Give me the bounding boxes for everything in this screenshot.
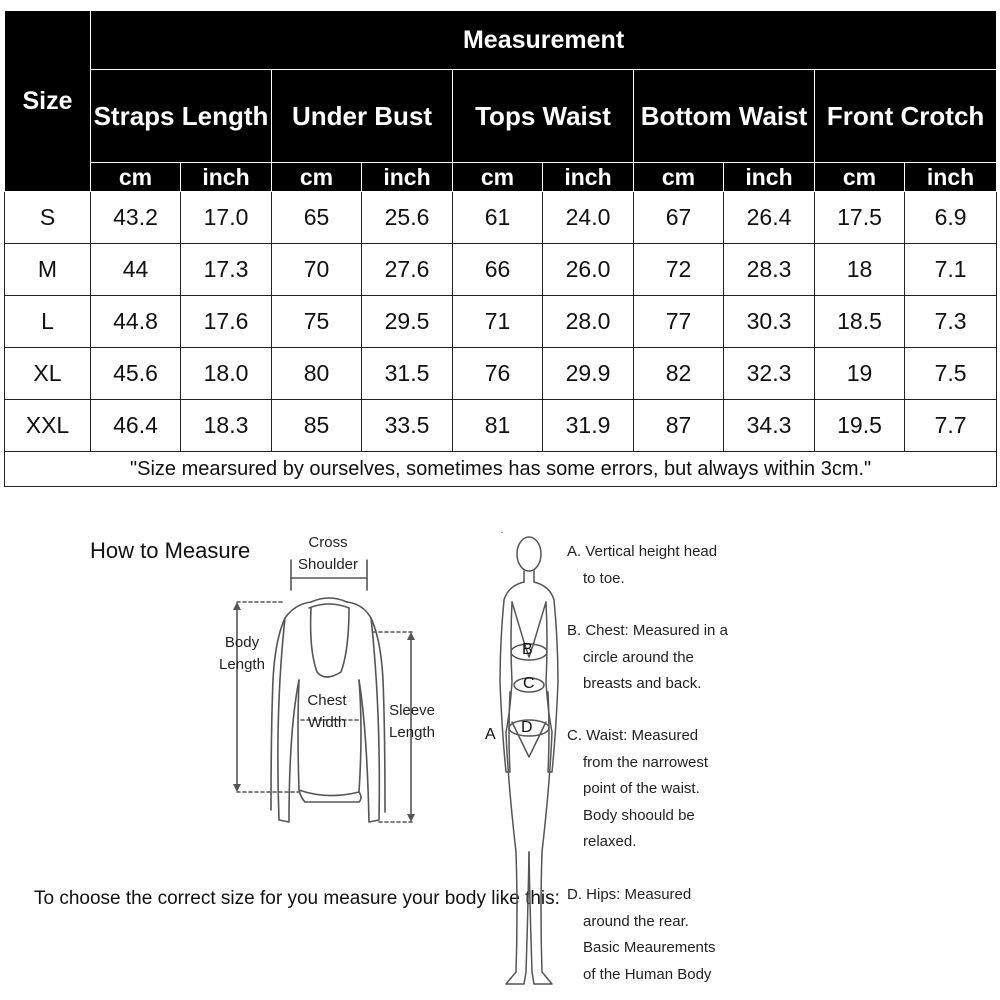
value-cell: 6.9	[905, 192, 997, 244]
unit-header: inch	[543, 163, 634, 192]
description-d: D. Hips: Measured around the rear. Basic Meaurements of the Human Body	[567, 886, 716, 983]
description-a: A. Vertical height head to toe.	[567, 543, 718, 587]
value-cell: 45.6	[91, 348, 181, 400]
size-chart-table	[4, 10, 997, 487]
value-cell: 31.9	[543, 400, 634, 452]
value-cell: 18	[815, 244, 905, 296]
value-cell: 34.3	[724, 400, 815, 452]
value-cell: 17.3	[181, 244, 272, 296]
value-cell: 44.8	[91, 296, 181, 348]
unit-header: cm	[634, 163, 724, 192]
value-cell: 17.0	[181, 192, 272, 244]
value-cell: 17.6	[181, 296, 272, 348]
size-cell: XL	[5, 348, 91, 400]
value-cell: 72	[634, 244, 724, 296]
table-row	[5, 192, 997, 244]
value-cell: 80	[272, 348, 362, 400]
category-header: Under Bust	[272, 70, 453, 163]
value-cell: 29.5	[362, 296, 453, 348]
cross-shoulder-label: Cross Shoulder	[297, 534, 359, 573]
category-header: Front Crotch	[815, 70, 997, 163]
category-header: Bottom Waist	[634, 70, 815, 163]
body-letter-c: C	[523, 675, 535, 692]
body-length-label: Body Length	[219, 634, 265, 673]
value-cell: 85	[272, 400, 362, 452]
value-cell: 25.6	[362, 192, 453, 244]
description-b: B. Chest: Measured in a circle around the breasts and back.	[567, 622, 728, 692]
category-header: Tops Waist	[453, 70, 634, 163]
size-cell: M	[5, 244, 91, 296]
value-cell: 32.3	[724, 348, 815, 400]
value-cell: 29.9	[543, 348, 634, 400]
table-row	[5, 348, 997, 400]
value-cell: 65	[272, 192, 362, 244]
table-row	[5, 244, 997, 296]
value-cell: 43.2	[91, 192, 181, 244]
value-cell: 44	[91, 244, 181, 296]
body-figure-diagram	[494, 532, 564, 992]
value-cell: 66	[453, 244, 543, 296]
value-cell: 7.1	[905, 244, 997, 296]
value-cell: 46.4	[91, 400, 181, 452]
table-row	[5, 400, 997, 452]
table-row	[5, 296, 997, 348]
value-cell: 7.3	[905, 296, 997, 348]
value-cell: 70	[272, 244, 362, 296]
value-cell: 71	[453, 296, 543, 348]
value-cell: 30.3	[724, 296, 815, 348]
value-cell: 7.5	[905, 348, 997, 400]
measurement-header: Measurement	[91, 11, 997, 70]
unit-header: inch	[362, 163, 453, 192]
value-cell: 18.3	[181, 400, 272, 452]
unit-header: inch	[905, 163, 997, 192]
category-header: Straps Length	[91, 70, 272, 163]
unit-header: cm	[453, 163, 543, 192]
value-cell: 27.6	[362, 244, 453, 296]
value-cell: 18.5	[815, 296, 905, 348]
value-cell: 67	[634, 192, 724, 244]
value-cell: 61	[453, 192, 543, 244]
unit-header: cm	[815, 163, 905, 192]
value-cell: 33.5	[362, 400, 453, 452]
value-cell: 7.7	[905, 400, 997, 452]
value-cell: 28.0	[543, 296, 634, 348]
chest-width-label: Chest Width	[307, 692, 347, 731]
size-cell: XXL	[5, 400, 91, 452]
value-cell: 26.4	[724, 192, 815, 244]
body-letter-d: D	[521, 719, 533, 736]
unit-header: inch	[724, 163, 815, 192]
value-cell: 19.5	[815, 400, 905, 452]
value-cell: 75	[272, 296, 362, 348]
value-cell: 28.3	[724, 244, 815, 296]
body-letter-b: B	[522, 641, 533, 658]
value-cell: 17.5	[815, 192, 905, 244]
unit-header: cm	[272, 163, 362, 192]
sleeve-length-label: Sleeve Length	[389, 702, 435, 741]
choose-size-instruction: To choose the correct size for you measure your body like this:	[34, 888, 560, 909]
value-cell: 87	[634, 400, 724, 452]
description-c: C. Waist: Measured from the narrowest point of the waist. Body shoould be relaxed.	[567, 727, 709, 850]
value-cell: 19	[815, 348, 905, 400]
unit-header: inch	[181, 163, 272, 192]
value-cell: 24.0	[543, 192, 634, 244]
value-cell: 77	[634, 296, 724, 348]
value-cell: 76	[453, 348, 543, 400]
size-cell: L	[5, 296, 91, 348]
value-cell: 31.5	[362, 348, 453, 400]
unit-header: cm	[91, 163, 181, 192]
value-cell: 18.0	[181, 348, 272, 400]
table-note: "Size mearsured by ourselves, sometimes has some errors, but always within 3cm."	[5, 452, 997, 487]
value-cell: 82	[634, 348, 724, 400]
value-cell: 26.0	[543, 244, 634, 296]
size-column-header: Size	[5, 11, 91, 192]
how-to-measure-title: How to Measure	[90, 538, 251, 563]
size-cell: S	[5, 192, 91, 244]
body-letter-a: A	[485, 726, 496, 743]
value-cell: 81	[453, 400, 543, 452]
